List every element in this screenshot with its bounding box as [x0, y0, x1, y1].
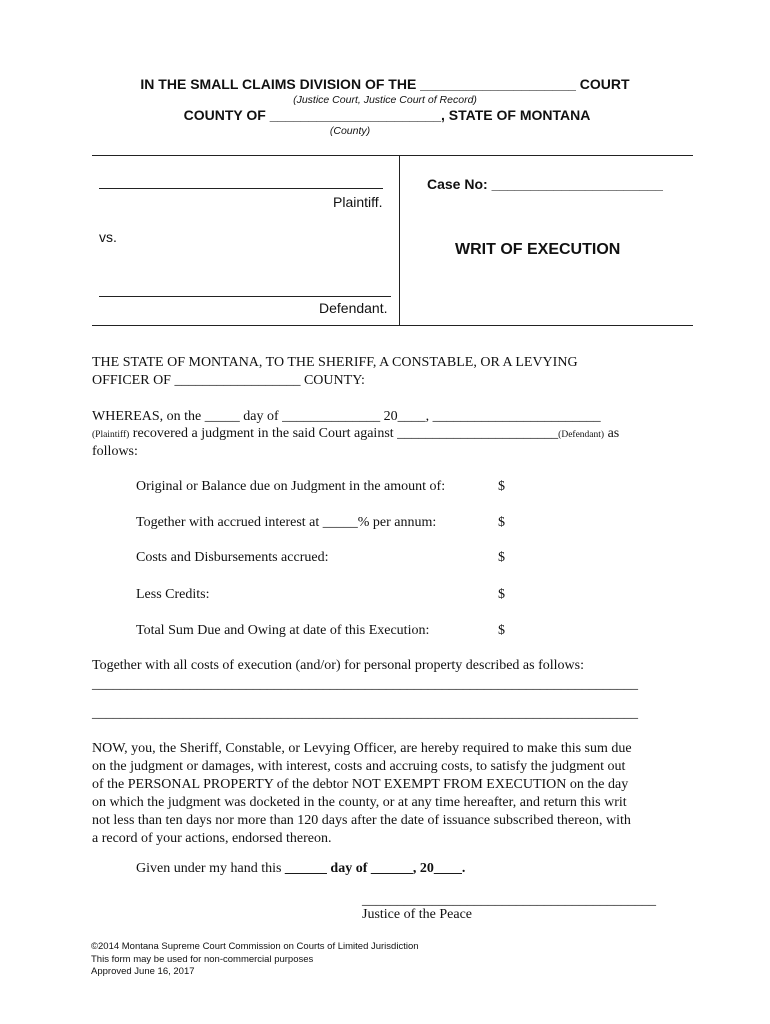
- vs-label: vs.: [99, 229, 117, 245]
- court-heading: IN THE SMALL CLAIMS DIVISION OF THE ____________________ COURT: [140, 76, 630, 92]
- given-text: Given under my hand this: [136, 861, 285, 876]
- given-date-fill: ______ day of ______, 20____.: [284, 861, 466, 876]
- costs-blank-line: ______________________________________________________________________________: [92, 706, 638, 721]
- command-line: NOW, you, the Sheriff, Constable, or Levying Officer, are hereby required to make this sum due: [92, 741, 632, 756]
- defendant-name-line: [99, 296, 391, 297]
- follows-text: follows:: [92, 444, 138, 459]
- court-type-note: (Justice Court, Justice Court of Record): [293, 94, 477, 106]
- amount-label: Total Sum Due and Owing at date of this Execution:: [136, 623, 430, 638]
- command-line: on the judgment or damages, with interest, costs and accruing costs, to satisfy the judgment out: [92, 759, 626, 774]
- caption-bottom-rule: [92, 325, 693, 326]
- dollar-sign: $: [498, 623, 505, 638]
- approval-date: Approved June 16, 2017: [91, 966, 195, 977]
- county-heading: COUNTY OF ______________________, STATE OF MONTANA: [183, 107, 591, 123]
- command-line: on which the judgment was docketed in the county, or at any time hereafter, and return this writ: [92, 795, 627, 810]
- costs-text: Together with all costs of execution (and/or) for personal property described as follows:: [92, 658, 584, 673]
- signer-title: Justice of the Peace: [362, 907, 473, 922]
- defendant-label: Defendant.: [319, 300, 388, 316]
- plaintiff-note: (Plaintiff): [92, 430, 130, 440]
- plaintiff-label: Plaintiff.: [333, 194, 383, 210]
- caption-top-rule: [92, 155, 693, 156]
- case-number-field: Case No: ______________________: [427, 176, 663, 192]
- command-line: not less than ten days nor more than 120 days after the date of issuance subscribed thereon, with: [92, 813, 631, 828]
- address-line-1: THE STATE OF MONTANA, TO THE SHERIFF, A CONSTABLE, OR A LEVYING: [92, 355, 578, 370]
- recovered-text: recovered a judgment in the said Court against _______________________: [129, 426, 559, 441]
- whereas-line: WHEREAS, on the _____ day of ______________ 20____, ________________________: [92, 409, 601, 424]
- usage-notice: This form may be used for non-commercial purposes: [91, 954, 314, 965]
- amount-label: Costs and Disbursements accrued:: [136, 550, 329, 565]
- document-title: WRIT OF EXECUTION: [455, 241, 621, 258]
- signature-line: __________________________________________: [362, 893, 656, 908]
- given-line: [136, 860, 465, 878]
- dollar-sign: $: [498, 515, 505, 530]
- defendant-note: (Defendant): [558, 430, 605, 440]
- copyright-notice: ©2014 Montana Supreme Court Commission on Courts of Limited Jurisdiction: [91, 941, 419, 952]
- caption-divider: [399, 156, 400, 326]
- amount-label: Less Credits:: [136, 587, 210, 602]
- command-line: of the PERSONAL PROPERTY of the debtor NOT EXEMPT FROM EXECUTION on the day: [92, 777, 629, 792]
- costs-blank-line: ______________________________________________________________________________: [92, 677, 638, 692]
- county-note: (County): [329, 125, 371, 137]
- amount-label: Together with accrued interest at _____% per annum:: [136, 515, 437, 530]
- plaintiff-name-line: [99, 188, 383, 189]
- dollar-sign: $: [498, 479, 505, 494]
- dollar-sign: $: [498, 587, 505, 602]
- as-text: as: [604, 426, 620, 441]
- address-line-2: OFFICER OF __________________ COUNTY:: [92, 373, 365, 388]
- dollar-sign: $: [498, 550, 505, 565]
- command-line: a record of your actions, endorsed thereon.: [92, 831, 332, 846]
- amount-label: Original or Balance due on Judgment in the amount of:: [136, 479, 446, 494]
- judgment-line: [92, 425, 619, 444]
